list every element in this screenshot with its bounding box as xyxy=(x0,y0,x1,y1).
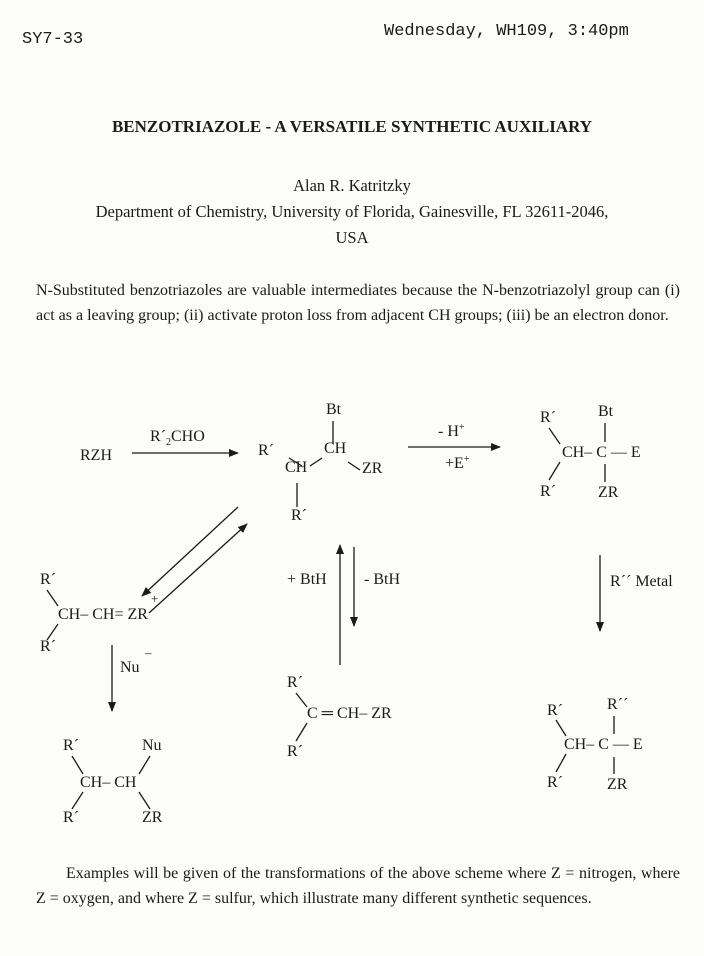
mid-r-bottom: R´ xyxy=(291,507,307,524)
right-zr: ZR xyxy=(598,484,619,501)
br-r-bottom: R´ xyxy=(547,774,563,791)
alkene-chain: C ═ CH– ZR xyxy=(307,705,392,722)
arrow-to-iminium xyxy=(142,507,238,596)
alkene-r-bottom: R´ xyxy=(287,743,303,760)
affiliation-country: USA xyxy=(335,228,369,247)
br-r2: R´´ xyxy=(607,696,629,713)
bl-zr: ZR xyxy=(142,809,163,826)
conclusion-paragraph: Examples will be given of the transformations of the above scheme where Z = nitrogen, where Z = oxygen, and where Z = sulfur, which illustrate many different synthetic sequences. xyxy=(36,865,680,907)
br-r-top: R´ xyxy=(547,702,563,719)
right-bt: Bt xyxy=(598,403,614,420)
mid-bt: Bt xyxy=(326,401,342,418)
nucleophile-label: Nu xyxy=(120,659,140,676)
mid-ch-low: CH xyxy=(285,459,308,476)
bl-r-top: R´ xyxy=(63,737,79,754)
mid-r-left: R´ xyxy=(258,442,274,459)
label-add-bth: + BtH xyxy=(287,571,327,588)
left-charge: + xyxy=(151,591,159,606)
intro-paragraph: N-Substituted benzotriazoles are valuable intermediates because the N-benzotriazolyl group can (i) act as a leaving group; (ii) activate proton loss from adjacent CH groups; (iii) be an electron donor. xyxy=(36,282,680,324)
reagent-aldehyde: $R´_2CHO$ xyxy=(150,428,205,448)
step-electrophile: +E+ xyxy=(445,454,470,472)
session-info: Wednesday, WH109, 3:40pm xyxy=(384,22,629,41)
affiliation: Department of Chemistry, University of Florida, Gainesville, FL 32611-2046, xyxy=(95,202,609,221)
mid-ch-top: CH xyxy=(324,440,347,457)
right-chain: CH– C — E xyxy=(562,444,641,461)
left-r-bottom: R´ xyxy=(40,638,56,655)
br-zr: ZR xyxy=(607,776,628,793)
label-remove-bth: - BtH xyxy=(364,571,400,588)
reactant-rzh: RZH xyxy=(80,447,112,464)
step-deprotonation: - H+ xyxy=(438,422,465,440)
mid-zr: ZR xyxy=(362,460,383,477)
paper-title: BENZOTRIAZOLE - A VERSATILE SYNTHETIC AUXILIARY xyxy=(111,117,593,136)
nucleophile-charge: – xyxy=(145,645,152,660)
right-r-top: R´ xyxy=(540,409,556,426)
br-chain: CH– C — E xyxy=(564,736,643,753)
right-r-bottom: R´ xyxy=(540,483,556,500)
arrow-from-iminium xyxy=(149,524,247,613)
left-chain: CH– CH= ZR xyxy=(58,606,148,623)
bl-chain: CH– CH xyxy=(80,774,137,791)
bl-r-bottom: R´ xyxy=(63,809,79,826)
label-organometal: R´´ Metal xyxy=(610,573,673,590)
author: Alan R. Katritzky xyxy=(293,176,411,195)
left-r-top: R´ xyxy=(40,571,56,588)
bl-nu: Nu xyxy=(142,737,162,754)
alkene-r-top: R´ xyxy=(287,674,303,691)
abstract-code: SY7-33 xyxy=(22,30,84,49)
